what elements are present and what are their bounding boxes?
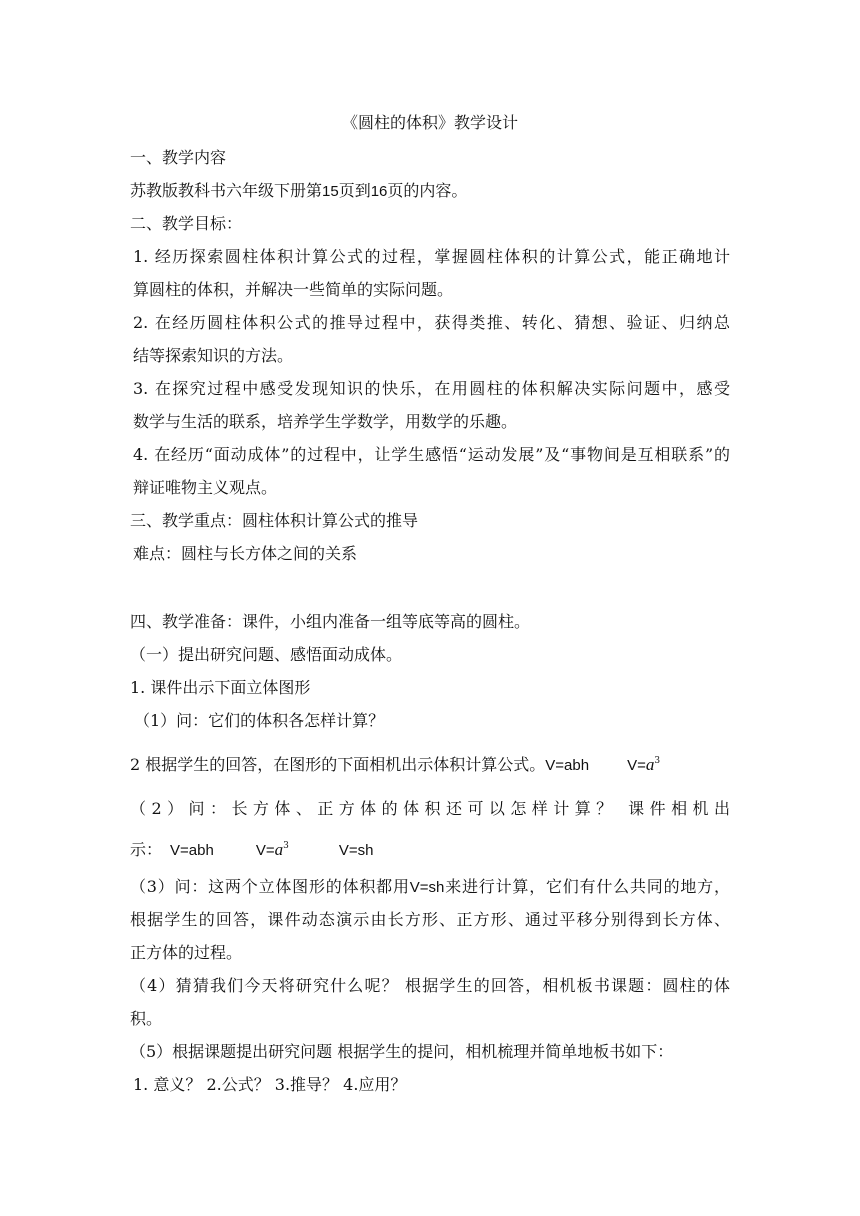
formula-cube-exp: 3	[654, 756, 661, 766]
section-4-heading: 四、教学准备：课件，小组内准备一组等底等高的圆柱。	[130, 612, 531, 631]
section-1-text-a: 苏教版教科书六年级下册第	[130, 181, 323, 200]
page-to: 16	[370, 183, 388, 200]
formula-cube-prefix-2: V=	[255, 842, 275, 859]
section-3-difficulty: 难点：圆柱与长方体之间的关系	[133, 544, 358, 563]
formula-general: V=sh	[338, 842, 374, 859]
goal-3-line-2: 数学与生活的联系，培养学生学数学，用数学的乐趣。	[133, 412, 518, 431]
section-3-heading: 三、教学重点：圆柱体积计算公式的推导	[130, 511, 419, 530]
question-3-line-2: 根据学生的回答，课件动态演示由长方形、正方形、通过平移分别得到长方体、	[130, 910, 730, 929]
section-1-text	[130, 181, 467, 202]
question-2-line-1: （2）问：长方体、正方体的体积还可以怎样计算？ 课件相机出	[130, 799, 730, 818]
question-3-text-a: （3）问：这两个立体图形的体积都用	[130, 877, 410, 896]
goal-4-line-2: 辩证唯物主义观点。	[133, 478, 278, 497]
page-from: 15	[322, 183, 339, 200]
document-title: 《圆柱的体积》教学设计	[341, 113, 518, 132]
formula-cube-var-2: a	[274, 840, 284, 859]
question-5-list: 1. 意义？ 2.公式？ 3.推导？ 4.应用？	[133, 1075, 407, 1094]
goal-1-line-1: 1. 经历探索圆柱体积计算公式的过程，掌握圆柱体积的计算公式，能正确地计	[133, 247, 730, 266]
question-3-line-3: 正方体的过程。	[130, 943, 243, 962]
formula-cuboid-2: V=abh	[170, 842, 214, 859]
formula-cuboid: V=abh	[545, 757, 590, 774]
formula-cube-var: a	[645, 755, 655, 774]
question-2-line-2	[130, 840, 373, 861]
question-4-line-2: 积。	[130, 1009, 163, 1028]
step-2	[130, 755, 660, 776]
question-3-formula: V=sh	[409, 879, 445, 896]
section-1-heading: 一、教学内容	[130, 148, 227, 167]
formula-cube-exp-2: 3	[283, 841, 289, 851]
question-3-text-b: 来进行计算，它们有什么共同的地方，	[444, 877, 730, 896]
goal-2-line-2: 结等探索知识的方法。	[133, 346, 294, 365]
goal-3-line-1: 3. 在探究过程中感受发现知识的快乐，在用圆柱的体积解决实际问题中，感受	[133, 379, 730, 398]
step-1: 1. 课件出示下面立体图形	[130, 678, 311, 697]
section-1-text-c: 页的内容。	[387, 181, 468, 200]
section-2-heading: 二、教学目标：	[130, 214, 243, 233]
goal-2-line-1: 2. 在经历圆柱体积公式的推导过程中，获得类推、转化、猜想、验证、归纳总	[133, 313, 730, 332]
formula-cube-prefix: V=	[627, 757, 646, 774]
goal-1-line-2: 算圆柱的体积，并解决一些简单的实际问题。	[133, 280, 454, 299]
question-3-line-1	[130, 877, 730, 898]
question-5: （5）根据课题提出研究问题 根据学生的提问，相机梳理并简单地板书如下：	[130, 1042, 674, 1061]
question-1: （1）问：它们的体积各怎样计算？	[134, 711, 385, 730]
question-2-prefix: 示：	[130, 840, 163, 859]
step-2-text: 2 根据学生的回答，在图形的下面相机出示体积计算公式。	[130, 755, 546, 774]
part-1-heading: （一）提出研究问题、感悟面动成体。	[130, 645, 403, 664]
question-4-line-1: （4）猜猜我们今天将研究什么呢？ 根据学生的回答，相机板书课题：圆柱的体	[130, 976, 730, 995]
goal-4-line-1: 4. 在经历“面动成体”的过程中，让学生感悟“运动发展”及“事物间是互相联系”的	[133, 445, 730, 464]
section-1-text-b: 页到	[338, 181, 371, 200]
